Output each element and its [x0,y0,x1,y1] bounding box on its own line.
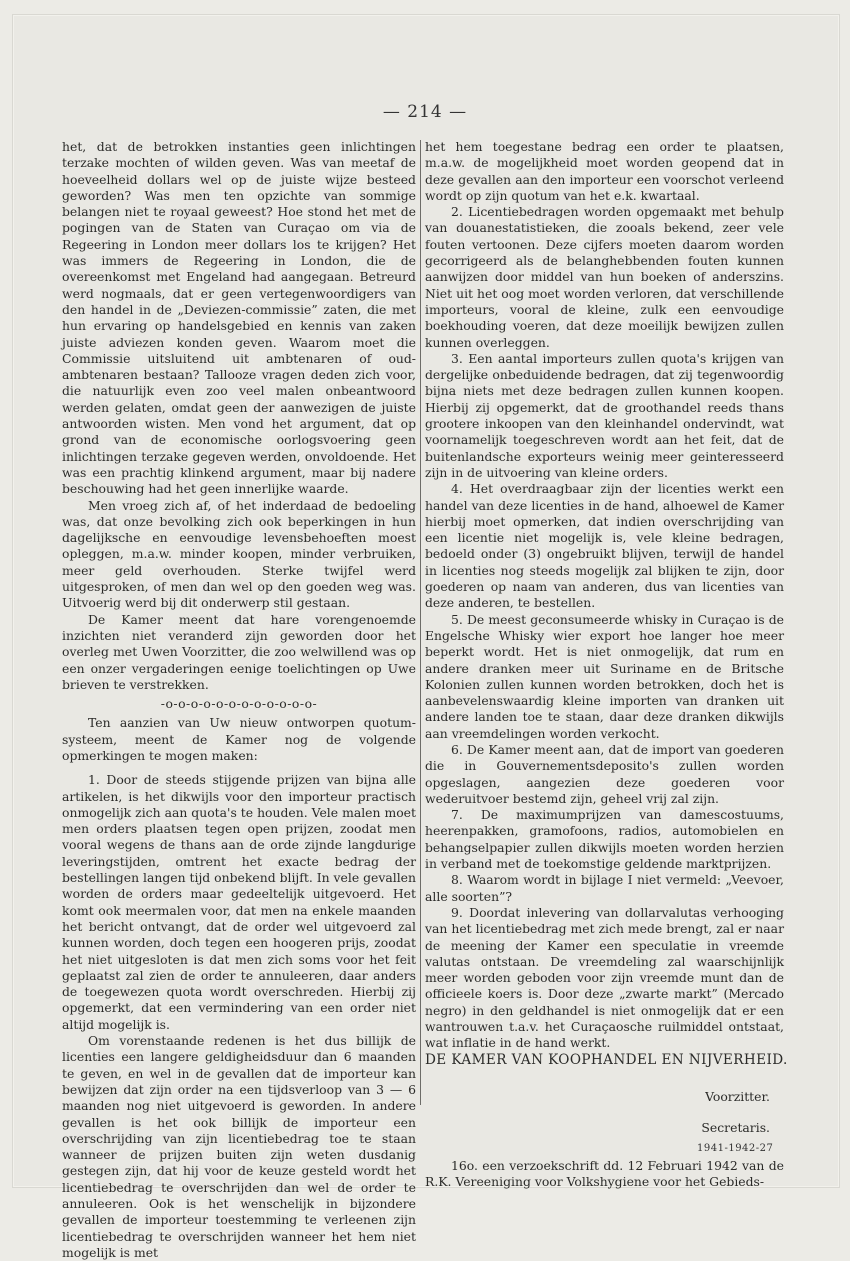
numbered-paragraph: 8. Waarom wordt in bijlage I niet vermeld: „Veevoer, alle soorten”? [425,872,784,904]
paragraph: Om vorenstaande redenen is het dus billijk de licenties een langere geldigheidsduur dan 6 maanden te geven, en wel in de gevallen dat de importeur kan bewijzen dat zijn order na een tijdsverloop van 3 — 6 maanden nog niet uitgevoerd is geworden. In andere gevallen is het ook billijk de importeur een overschrijding van zijn licentiebedrag toe te staan wanneer de prijzen buiten zijn weten dusdanig gestegen zijn, dat hij voor de keuze gesteld wordt het licentiebedrag te overschrijden dan wel de order te annuleeren. Ook is het wenschelijk in bijzondere gevallen de importeur toestemming te verleenen zijn licentiebedrag te overschrijden wanneer het hem niet mogelijk is met [62,1033,416,1260]
numbered-paragraph: 6. De Kamer meent aan, dat de import van goederen die in Gouvernementsdeposito's zullen worden opgeslagen, aangezien deze goederen voor wederuitvoer bestemd zijn, geheel vrij zal zijn. [425,741,784,806]
signature-chairman: Voorzitter. [705,1088,770,1104]
left-column [62,139,416,1261]
paragraph-continuation: het, dat de betrokken instanties geen inlichtingen terzake mochten of wilden geven. Was van meetaf de hoeveelheid dollars wel op de juiste wijze besteed geworden? Was men ten opzichte van sommige belangen niet te royaal geweest? Hoe stond het met de pogingen van de Staten van Curaçao om via de Regeering in London meer dollars los te krijgen? Het was immers de Regeering in London, die de overeenkomst met Engeland had aangegaan. Betreurd werd nogmaals, dat er geen vertegenwoordigers van den handel in de „Deviezen-commissie” zaten, die met hun ervaring op handelsgebied en kennis van zaken juiste adviezen konden geven. Waarom moet die Commissie uitsluitend uit ambtenaren of oud-ambtenaren bestaan? Tallooze vragen deden zich voor, die natuurlijk even zoo veel malen onbeantwoord werden gelaten, omdat geen der aanwezigen de juiste antwoorden wisten. Men vond het argument, dat op grond van de economische oorlogsvoering geen inlichtingen terzake gegeven werden, onvoldoende. Het was een prachtig klinkend argument, maar bij nadere beschouwing had het geen innerlijke waarde. [62,139,416,497]
numbered-paragraph: 2. Licentiebedragen worden opgemaakt met behulp van douanestatistieken, die zooals bekend, zeer vele fouten vertoonen. Deze cijfers moeten daarom worden gecorrigeerd als de belanghebbenden fouten kunnen aanwijzen door middel van hun boeken of anderszins. Niet uit het oog moet worden verloren, dat verschillende importeurs, vooral de kleine, zulk een eenvoudige boekhouding voeren, dat deze moeilijk bewijzen zullen kunnen overleggen. [425,204,784,350]
numbered-paragraph: 5. De meest geconsumeerde whisky in Curaçao is de Engelsche Whisky wier export hoe langer hoe meer beperkt wordt. Het is niet onmogelijk, dat rum en andere dranken meer uit Suriname en de Britsche Kolonien zullen kunnen worden betrokken, doch het is aanbevelenswaardig kleine importen van dranken uit andere landen toe te staan, daar deze dranken dikwijls aan vreemdelingen worden verkocht. [425,611,784,741]
paragraph: Ten aanzien van Uw nieuw ontworpen quotum-systeem, meent de Kamer nog de volgende opmerkingen te mogen maken: [62,715,416,763]
paragraph: De Kamer meent dat hare vorengenoemde inzichten niet veranderd zijn geworden door het overleg met Uwen Voorzitter, die zoo welwillend was op een onzer vergaderingen eenige toelichtingen op Uwe brieven te verstrekken. [62,611,416,692]
column-divider [420,140,421,1105]
signature-organization: DE KAMER VAN KOOPHANDEL EN NIJVERHEID. [425,1051,788,1068]
petition-paragraph: 16o. een verzoekschrift dd. 12 Februari 1942 van de R.K. Vereeniging voor Volkshygiene voor het Gebieds- [425,1157,784,1189]
section-separator: -o-o-o-o-o-o-o-o-o-o-o-o- [160,696,318,712]
right-column [425,139,788,1190]
numbered-paragraph: 4. Het overdraagbaar zijn der licenties werkt een handel van deze licenties in de hand, alhoewel de Kamer hierbij moet opmerken, dat indien overschrijding van een licentie niet mogelijk is, vele kleine bedragen, bedoeld onder (3) ongebruikt blijven, terwijl de handel in licenties nog steeds mogelijk zal blijken te zijn, door goederen op naam van anderen, dus van licenties van deze anderen, te bestellen. [425,481,784,611]
numbered-paragraph: 9. Doordat inlevering van dollarvalutas verhooging van het licentiebedrag met zich mede brengt, zal er naar de meening der Kamer een speculatie in vreemde valutas ontstaan. De vreemdeling zal waarschijnlijk meer worden geboden voor zijn vreemde munt dan de officieele koers is. Door deze „zwarte markt” (Mercado negro) in den geldhandel is niet onmogelijk dat er een wantrouwen t.a.v. het Curaçaosche ruilmiddel ontstaat, wat inflatie in de hand werkt. [425,904,784,1051]
signature-secretary: Secretaris. [701,1120,770,1136]
numbered-paragraph: 7. De maximumprijzen van damescostuums, heerenpakken, gramofoons, radios, automobielen en behangselpapier zullen dikwijls moeten worden herzien in verband met de toekomstige geldende marktprijzen. [425,807,784,872]
numbered-paragraph: 1. Door de steeds stijgende prijzen van bijna alle artikelen, is het dikwijls voor den importeur practisch onmogelijk zich aan quota's te houden. Vele malen moet men orders plaatsen tegen open prijzen, zoodat men vooral wegens de thans aan de orde zijnde langdurige leveringstijden, omtrent het exacte bedrag der bestellingen langen tijd onbekend blijft. In vele gevallen worden de orders maar gedeeltelijk uitgevoerd. Het komt ook meermalen voor, dat men na enkele maanden het bericht ontvangt, dat de order wel uitgevoerd zal kunnen worden, doch tegen een hoogeren prijs, zoodat het niet uitgesloten is dat men zich soms voor het feit geplaatst zal zien de order te annuleeren, daar anders de toegewezen quota wordt overschreden. Hierbij zij opgemerkt, dat een vermindering van een order niet altijd mogelijk is. [62,772,416,1032]
footer-document-code: 1941-1942-27 [697,1143,774,1154]
page-number: — 214 — [382,102,468,122]
paragraph-continuation: het hem toegestane bedrag een order te plaatsen, m.a.w. de mogelijkheid moet worden geopend dat in deze gevallen aan den importeur een voorschot verleend wordt op zijn quotum van het e.k. kwartaal. [425,139,784,203]
numbered-paragraph: 3. Een aantal importeurs zullen quota's krijgen van dergelijke onbeduidende bedragen, dat zij tegenwoordig bijna niets met deze bedragen zullen kunnen koopen. Hierbij zij opgemerkt, dat de groothandel reeds thans grootere inkoopen van den kleinhandel ondervindt, wat voornamelijk toegeschreven wordt aan het feit, dat de buitenlandsche exporteurs weinig meer geinteresseerd zijn in de uitvoering van kleine orders. [425,350,784,480]
paragraph: Men vroeg zich af, of het inderdaad de bedoeling was, dat onze bevolking zich ook beperkingen in hun dagelijksche en eenvoudige levensbehoeften moest opleggen, m.a.w. minder koopen, minder verbruiken, meer geld overhouden. Sterke twijfel werd uitgesproken, of men dan wel op den goeden weg was. Uitvoerig werd bij dit onderwerp stil gestaan. [62,497,416,611]
